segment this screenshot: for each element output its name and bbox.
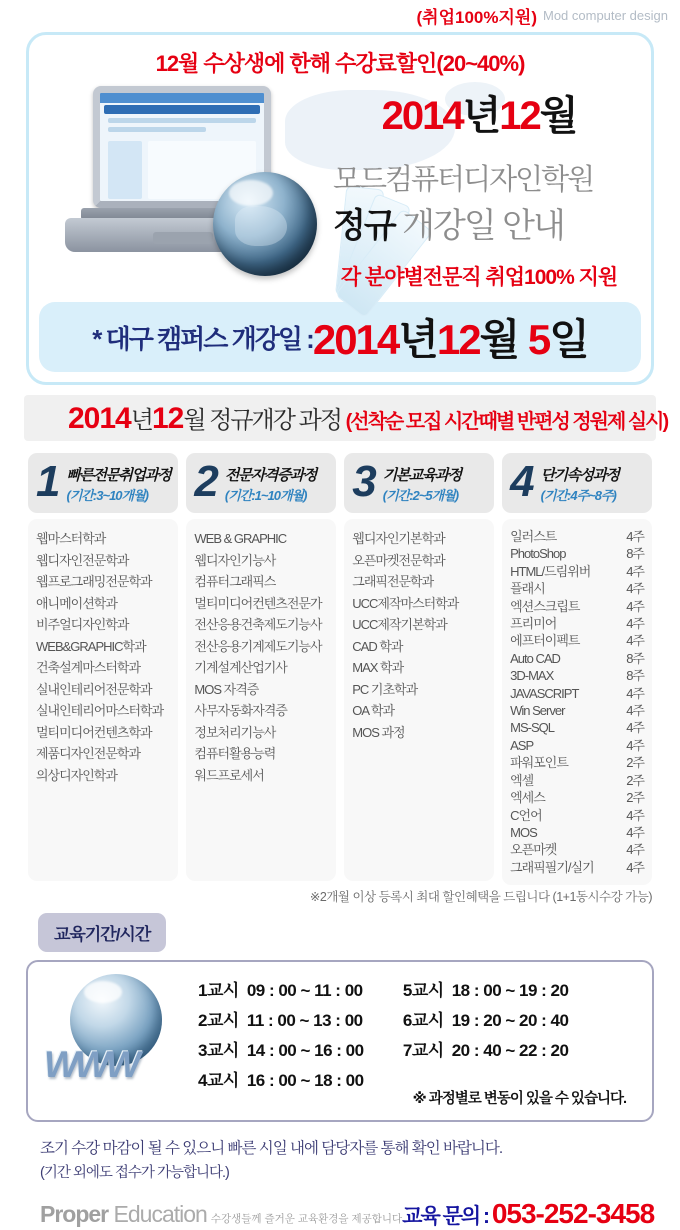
column-number: 3 (352, 457, 377, 506)
course-duration: 4주 (626, 598, 644, 614)
column-number: 4 (510, 457, 535, 506)
course-item: 워드프로세서 (194, 767, 264, 783)
course-name: 엑세스 (510, 790, 545, 806)
course-item: 실내인테리어전문학과 (36, 681, 152, 697)
course-item: 웹디자인기능사 (194, 552, 276, 568)
course-item (510, 580, 644, 597)
course-item (510, 685, 644, 702)
course-item (510, 598, 644, 615)
schedule-grid (198, 976, 634, 1091)
employment-support-note: (취업100%지원) (416, 7, 537, 27)
schedule-badge: 교육기간/시간 (38, 913, 166, 952)
course-item: WEB&GRAPHIC학과 (36, 638, 146, 654)
logo-tagline: 수강생들께 즐거운 교육환경을 제공합니다 (210, 1212, 403, 1225)
hero-section (35, 80, 645, 298)
course-item: 사무자동화자격증 (194, 703, 287, 718)
column-period: (기간:3~10개월) (66, 488, 148, 503)
course-item: 웹디자인전문학과 (36, 552, 129, 568)
schedule-period: 6교시 19 : 20 ~ 20 : 40 (402, 1011, 569, 1030)
proper-education-logo: Proper Education 수강생들께 즐거운 교육환경을 제공합니다 (40, 1200, 403, 1227)
schedule-period: 1교시 09 : 00 ~ 11 : 00 (198, 981, 363, 1000)
course-name: 엑션스크립트 (510, 598, 580, 614)
course-item: 멀티미디어컨텐츠전문가 (194, 595, 322, 611)
course-name: ASP (510, 737, 534, 753)
course-duration: 2주 (626, 790, 644, 806)
course-name: HTML/드림위버 (510, 563, 591, 579)
course-column-1 (28, 453, 178, 881)
course-duration: 4주 (626, 737, 644, 753)
course-item: WEB & GRAPHIC (194, 531, 287, 546)
brand-text: Mod computer design (542, 7, 668, 23)
course-item (510, 632, 644, 649)
course-name: PhotoShop (510, 546, 566, 562)
contact-info (402, 1198, 654, 1230)
top-note-bar (0, 0, 680, 30)
early-close-notice: 조기 수강 마감이 될 수 있으니 빠른 시일 내에 담당자를 통해 확인 바랍니다. (40, 1140, 503, 1157)
campus-open-date-strip (39, 302, 641, 372)
course-column-3 (344, 453, 494, 881)
course-columns (28, 453, 652, 881)
course-item (510, 737, 644, 754)
column-4-course-list (502, 519, 652, 885)
course-item: 오픈마켓전문학과 (352, 552, 445, 568)
course-item: 전산응용기계제도기능사 (194, 638, 322, 654)
course-name: Auto CAD (510, 650, 560, 666)
course-duration: 4주 (626, 563, 644, 579)
course-item: 비주얼디자인학과 (36, 617, 129, 632)
course-item: CAD 학과 (352, 638, 403, 654)
schedule-period: 2교시 11 : 00 ~ 13 : 00 (198, 1011, 363, 1030)
academy-name: 모드컴퓨터디자인학원 (333, 164, 594, 196)
course-item: 웹디자인기본학과 (352, 531, 445, 546)
discount-title: 12월 수상생에 한해 수강료할인(20~40%) (155, 51, 525, 76)
schedule-period: 7교시 20 : 40 ~ 22 : 20 (402, 1041, 569, 1060)
course-duration: 4주 (626, 842, 644, 858)
course-column-4 (502, 453, 652, 881)
regular-open-notice: 정규 개강일 안내 (333, 207, 564, 245)
course-name: 오픈마켓 (510, 842, 557, 858)
course-duration: 4주 (626, 685, 644, 701)
column-number: 2 (194, 457, 219, 506)
course-item: MOS 과정 (352, 724, 405, 740)
course-column-2 (186, 453, 336, 881)
column-3-course-list (344, 519, 494, 881)
year-number: 2014 (381, 94, 463, 138)
schedule-period: 4교시 16 : 00 ~ 18 : 00 (198, 1071, 364, 1090)
course-item: 컴퓨터그래픽스 (194, 574, 276, 589)
course-item: UCC제작기본학과 (352, 617, 447, 632)
www-globe-icon (42, 972, 192, 1112)
course-duration: 8주 (626, 668, 644, 684)
course-item: 의상디자인학과 (36, 767, 117, 783)
course-item (510, 841, 644, 858)
course-item: 컴퓨터활용능력 (194, 746, 276, 761)
hero-text-block (319, 84, 639, 291)
course-name: JAVASCRIPT (510, 685, 579, 701)
course-item: 그래픽전문학과 (352, 574, 434, 589)
course-duration: 4주 (626, 824, 644, 840)
course-name: MOS (510, 824, 537, 840)
course-name: 파워포인트 (510, 755, 568, 771)
extra-registration-notice: (기간 외에도 접수가 가능합니다.) (40, 1165, 229, 1181)
schedule-box (26, 960, 654, 1122)
column-1-course-list (28, 519, 178, 881)
course-item (510, 824, 644, 841)
course-item: 웹프로그래밍전문학과 (36, 574, 152, 589)
www-text: WWW (44, 1044, 137, 1085)
course-duration: 4주 (626, 633, 644, 649)
course-duration: 4주 (626, 529, 644, 544)
phone-number: 053-252-3458 (491, 1198, 655, 1229)
column-3-header (344, 453, 494, 513)
schedule-period: 3교시 14 : 00 ~ 16 : 00 (198, 1041, 364, 1060)
course-item: MAX 학과 (352, 660, 404, 675)
column-2-course-list (186, 519, 336, 881)
column-title: 단기속성과정 (540, 467, 619, 484)
column-1-header (28, 453, 178, 513)
course-item (510, 789, 644, 806)
employment-support-line: 각 분야별전문직 취업100% 지원 (340, 266, 618, 289)
course-name: MS-SQL (510, 720, 554, 736)
course-item: 정보처리기능사 (194, 724, 276, 740)
course-item: 애니메이션학과 (36, 595, 117, 611)
footer (40, 1198, 654, 1230)
course-item (510, 859, 644, 876)
course-name: Win Server (510, 703, 565, 719)
course-item (510, 807, 644, 824)
schedule-period: 5교시 18 : 00 ~ 19 : 20 (402, 981, 569, 1000)
course-item: 전산응용건축제도기능사 (194, 617, 322, 632)
course-duration: 4주 (626, 720, 644, 736)
course-item (510, 615, 644, 632)
course-item (510, 667, 644, 684)
course-duration: 4주 (626, 581, 644, 597)
bottom-notices (40, 1136, 680, 1182)
course-name: 에프터이펙트 (510, 633, 580, 649)
course-duration: 2주 (626, 772, 644, 788)
course-section-header: 2014년12월 정규개강 과정 (선착순 모집 시간때별 반편성 정원제 실시) (24, 395, 656, 441)
course-duration: 8주 (626, 546, 644, 562)
course-item (510, 719, 644, 736)
globe-icon (213, 172, 317, 276)
course-name: C언어 (510, 807, 542, 823)
column-2-header (186, 453, 336, 513)
course-duration: 4주 (626, 807, 644, 823)
course-name: 3D-MAX (510, 668, 554, 684)
course-item: 기계설계산업기사 (194, 660, 287, 675)
course-name: 프리미어 (510, 616, 557, 632)
laptop-touchpad (153, 232, 213, 244)
course-item: 웹마스터학과 (36, 531, 106, 546)
course-duration: 4주 (626, 616, 644, 632)
course-item: 제품디자인전문학과 (36, 746, 141, 761)
column-title: 기본교육과정 (382, 467, 461, 484)
course-item (510, 563, 644, 580)
course-name: 그래픽필기/실기 (510, 859, 594, 875)
column-title: 빠른전문취업과정 (66, 467, 171, 484)
course-duration: 2주 (626, 755, 644, 771)
course-duration: 4주 (626, 703, 644, 719)
course-item (510, 754, 644, 771)
course-name: 플래시 (510, 581, 545, 597)
open-month-title: 2014년12월 (381, 94, 577, 138)
schedule-change-note: ※ 과정별로 변동이 있을 수 있습니다. (412, 1091, 626, 1107)
course-duration: 4주 (626, 859, 644, 875)
course-item: MOS 자격증 (194, 681, 259, 697)
column-period: (기간:4주~8주) (540, 488, 616, 503)
month-number: 12 (499, 94, 540, 138)
column-number: 1 (36, 457, 61, 506)
column-period: (기간:2~5개월) (382, 488, 459, 503)
course-duration: 8주 (626, 650, 644, 666)
campus-label: * 대구 캠퍼스 개강일 : (92, 323, 313, 354)
course-item: UCC제작마스터학과 (352, 595, 459, 611)
column-4-header (502, 453, 652, 513)
course-item (510, 528, 644, 545)
course-item (510, 650, 644, 667)
discount-note: ※2개월 이상 등록시 최대 할인혜택을 드립니다 (1+1동시수강 가능) (309, 890, 652, 904)
column-title: 전문자격증과정 (224, 467, 316, 484)
course-name: 엑셀 (510, 772, 534, 788)
hero-box (26, 32, 654, 385)
course-name: 일러스트 (510, 529, 557, 544)
course-item (510, 702, 644, 719)
column-period: (기간:1~10개월) (224, 488, 307, 503)
contact-label: 교육 문의 : (402, 1205, 492, 1228)
course-item: 실내인테리어마스터학과 (36, 703, 164, 718)
course-item (510, 772, 644, 789)
course-item: 멀티미디어컨텐츠학과 (36, 724, 152, 740)
course-item: PC 기초학과 (352, 681, 418, 697)
course-item: 건축설계마스터학과 (36, 660, 141, 675)
campus-date: 2014년12월 5일 (312, 316, 588, 363)
course-item: OA 학과 (352, 703, 395, 718)
course-item (510, 545, 644, 562)
